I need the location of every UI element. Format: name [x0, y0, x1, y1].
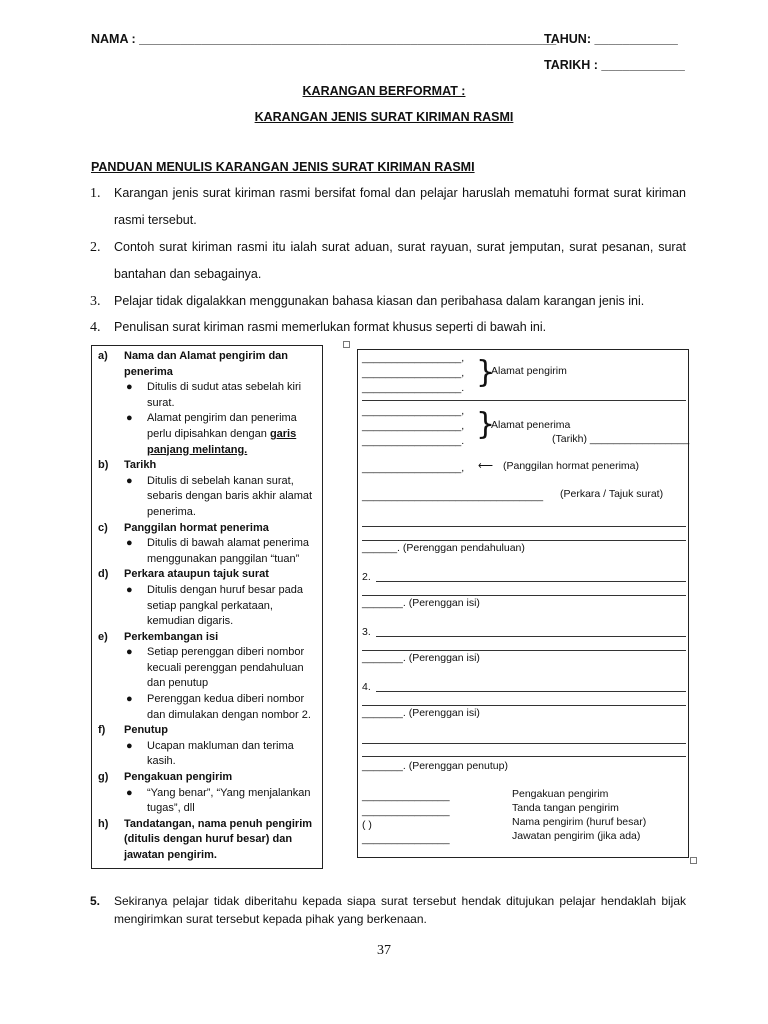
note-bullet-text: Ditulis di bawah alamat penerima menggunakan panggilan “tuan” — [147, 537, 310, 565]
note-bullet-text: Ditulis di sudut atas sebelah kiri surat. — [147, 381, 302, 409]
note-d — [98, 567, 318, 629]
separator-line — [362, 400, 686, 401]
paragraph-number: 2. — [362, 571, 371, 583]
content-paragraph-end: _______. (Perenggan isi) — [362, 597, 480, 609]
guide-item-number: 1. — [90, 186, 101, 201]
paragraph-number: 4. — [362, 681, 371, 693]
note-bullet — [124, 474, 318, 521]
paragraph-line — [376, 636, 686, 637]
sender-acknowledgement-label: Pengakuan pengirim — [512, 788, 609, 800]
closing-paragraph-end: _______. (Perenggan penutup) — [362, 760, 508, 772]
paragraph-line — [362, 526, 686, 527]
note-bullet — [124, 380, 318, 411]
bullet-icon: ● — [126, 739, 133, 752]
bullet-icon: ● — [126, 583, 133, 596]
note-bullet — [124, 786, 318, 817]
nama-field[interactable]: NAMA : ____________________________________________________________ — [91, 32, 557, 46]
guide-item-1 — [90, 180, 686, 234]
signature-name-parens: ( ) — [362, 819, 372, 831]
note-heading: Perkembangan isi — [124, 630, 219, 643]
note-bullet-text: Ditulis dengan huruf besar pada setiap pangkal perkataan, kemudian digaris. — [147, 583, 303, 628]
guide-item-text: Sekiranya pelajar tidak diberitahu kepada siapa surat tersebut hendak ditujukan pelajar hendaklah bijak mengirimkan surat tersebut kepada pihak yang berkenaan. — [114, 894, 686, 926]
paragraph-line — [376, 581, 686, 582]
bullet-icon: ● — [126, 693, 133, 706]
salutation-label: (Panggilan hormat penerima) — [503, 460, 639, 472]
note-label: f) — [98, 724, 106, 737]
note-bullet-text: Ditulis di sebelah kanan surat, sebaris dengan baris akhir alamat penerima. — [147, 474, 313, 518]
note-label: b) — [98, 459, 109, 472]
guide-item-text: Pelajar tidak digalakkan menggunakan bahasa kiasan dan peribahasa dalam karangan jenis ini. — [114, 294, 645, 308]
guide-item-5 — [90, 892, 686, 928]
paragraph-line — [362, 540, 686, 541]
note-bullet-text: Perenggan kedua diberi nombor dan dimulakan dengan nombor 2. — [147, 693, 311, 721]
resize-handle-icon[interactable] — [690, 857, 697, 864]
note-bullet-text: Setiap perenggan diberi nombor kecuali perenggan pendahuluan dan penutup — [147, 646, 305, 690]
note-bullet — [124, 583, 318, 630]
note-emphasis: garis panjang melintang. — [147, 427, 297, 456]
format-notes-box — [91, 345, 323, 869]
note-label: g) — [98, 771, 109, 784]
note-label: e) — [98, 630, 108, 643]
intro-paragraph-end: ______. (Perenggan pendahuluan) — [362, 542, 525, 554]
note-g — [98, 770, 318, 817]
guide-item-text: Karangan jenis surat kiriman rasmi bersifat fomal dan pelajar haruslah mematuhi format surat kiriman rasmi tersebut. — [114, 186, 686, 227]
note-heading: Perkara ataupun tajuk surat — [124, 568, 269, 581]
note-c — [98, 521, 318, 568]
brace-icon: } — [476, 355, 496, 390]
note-bullet — [124, 536, 318, 567]
sender-address-line: _________________, — [362, 367, 465, 379]
paragraph-line — [362, 743, 686, 744]
note-heading: Pengakuan pengirim — [124, 771, 233, 784]
content-paragraph-end: _______. (Perenggan isi) — [362, 652, 480, 664]
bullet-icon: ● — [126, 646, 133, 659]
page-title: KARANGAN BERFORMAT : — [302, 84, 466, 98]
bullet-icon: ● — [126, 537, 133, 550]
note-label: a) — [98, 350, 108, 362]
paragraph-line — [362, 705, 686, 706]
guide-heading: PANDUAN MENULIS KARANGAN JENIS SURAT KIRIMAN RASMI — [91, 160, 475, 174]
sender-position-label: Jawatan pengirim (jika ada) — [512, 830, 641, 842]
note-h — [98, 817, 318, 864]
note-a — [98, 349, 318, 458]
paragraph-line — [362, 595, 686, 596]
page-subtitle: KARANGAN JENIS SURAT KIRIMAN RASMI — [254, 110, 514, 124]
tahun-field[interactable]: TAHUN: ____________ — [544, 32, 678, 46]
note-heading: Tandatangan, nama penuh pengirim (ditulis dengan huruf besar) dan jawatan pengirim. — [124, 817, 313, 861]
bullet-icon: ● — [126, 381, 133, 394]
note-bullet — [124, 692, 318, 723]
subject-label: (Perkara / Tajuk surat) — [560, 488, 664, 500]
note-heading: Tarikh — [124, 459, 157, 472]
note-bullet — [124, 645, 318, 692]
signature-line: _______________ — [362, 805, 450, 817]
guide-item-text: Penulisan surat kiriman rasmi memerlukan format khusus seperti di bawah ini. — [114, 320, 547, 334]
note-heading: Penutup — [124, 724, 168, 737]
note-label: c) — [98, 521, 108, 534]
note-e — [98, 630, 318, 724]
guide-item-number: 4. — [90, 320, 101, 335]
note-heading: Panggilan hormat penerima — [124, 521, 269, 534]
sender-address-line: _________________, — [362, 352, 465, 364]
bullet-icon: ● — [126, 412, 133, 425]
receiver-address-line: _________________, — [362, 405, 465, 417]
note-bullet-text: Alamat pengirim dan penerima perlu dipisahkan dengan — [147, 412, 297, 440]
move-handle-icon[interactable] — [343, 341, 350, 348]
note-heading: Nama dan Alamat pengirim dan penerima — [124, 350, 289, 378]
receiver-address-line: _________________, — [362, 420, 465, 432]
sender-name-label: Nama pengirim (huruf besar) — [512, 816, 647, 828]
sender-address-line: _________________. — [362, 382, 465, 394]
signature-line: _______________ — [362, 790, 450, 802]
arrow-left-icon: ⟵ — [478, 460, 494, 472]
paragraph-line — [376, 691, 686, 692]
paragraph-line — [362, 756, 686, 757]
receiver-address-line: _________________. — [362, 435, 465, 447]
receiver-address-label: Alamat penerima — [491, 419, 571, 431]
bullet-icon: ● — [126, 786, 133, 799]
page-number: 37 — [377, 943, 391, 958]
signature-label: Tanda tangan pengirim — [512, 802, 619, 814]
guide-item-text: Contoh surat kiriman rasmi itu ialah surat aduan, surat rayuan, surat jemputan, surat pesanan, surat bantahan dan sebagainya. — [114, 240, 686, 281]
bullet-icon: ● — [126, 474, 133, 487]
guide-item-number: 3. — [90, 294, 101, 309]
note-label: h) — [98, 817, 109, 830]
note-bullet — [124, 739, 318, 770]
salutation-line: _________________, — [362, 462, 465, 474]
tarikh-field[interactable]: TARIKH : ____________ — [544, 58, 685, 72]
note-bullet-text: “Yang benar”, “Yang menjalankan tugas”, dll — [147, 786, 311, 815]
note-b — [98, 458, 318, 520]
guide-item-3 — [90, 288, 686, 315]
note-f — [98, 723, 318, 770]
date-field: (Tarikh) _________________ — [552, 433, 690, 445]
sender-address-label: Alamat pengirim — [491, 365, 567, 377]
paragraph-line — [362, 650, 686, 651]
subject-line: _______________________________ — [362, 490, 544, 502]
guide-item-number: 2. — [90, 240, 101, 255]
signature-line: _______________ — [362, 833, 450, 845]
content-paragraph-end: _______. (Perenggan isi) — [362, 707, 480, 719]
note-bullet-text: Ucapan makluman dan terima kasih. — [147, 739, 294, 768]
guide-item-2 — [90, 234, 686, 288]
brace-icon: } — [476, 407, 496, 442]
note-label: d) — [98, 568, 109, 581]
guide-item-4 — [90, 314, 686, 341]
guide-item-number: 5. — [90, 894, 101, 908]
note-bullet — [124, 411, 318, 458]
letter-format-box — [357, 349, 689, 858]
paragraph-number: 3. — [362, 626, 371, 638]
